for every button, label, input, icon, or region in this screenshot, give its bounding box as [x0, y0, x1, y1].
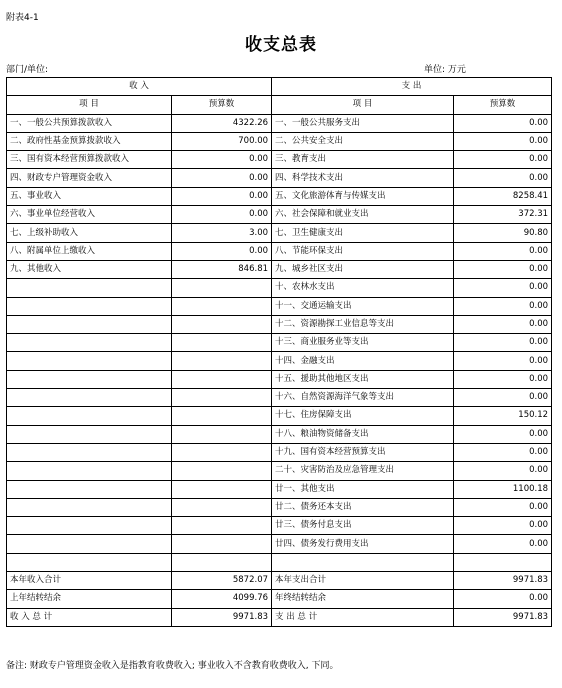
expense-value-cell: 0.00	[454, 315, 552, 333]
income-value-cell	[172, 407, 272, 425]
expense-value-cell: 0.00	[454, 370, 552, 388]
expense-value-cell: 0.00	[454, 151, 552, 169]
table-row	[7, 169, 552, 187]
income-value-cell: 0.00	[172, 206, 272, 224]
expense-value-cell: 0.00	[454, 334, 552, 352]
table-row	[7, 187, 552, 205]
expense-item-cell: 廿一、其他支出	[272, 480, 454, 498]
expense-value-cell: 8258.41	[454, 187, 552, 205]
expense-value-cell: 0.00	[454, 242, 552, 260]
income-value-cell	[172, 297, 272, 315]
income-item-cell: 九、其他收入	[7, 260, 172, 278]
expense-item-cell: 四、科学技术支出	[272, 169, 454, 187]
expense-item-cell: 一、一般公共服务支出	[272, 114, 454, 132]
total-row	[7, 608, 552, 626]
expense-item-cell: 十六、自然资源海洋气象等支出	[272, 389, 454, 407]
expense-value-cell: 0.00	[454, 462, 552, 480]
table-row	[7, 206, 552, 224]
expense-item-cell: 八、节能环保支出	[272, 242, 454, 260]
expense-item-cell: 十一、交通运输支出	[272, 297, 454, 315]
expense-header: 支 出	[272, 78, 552, 96]
section-header-row	[7, 78, 552, 96]
income-value-cell: 700.00	[172, 132, 272, 150]
income-value-cell	[172, 315, 272, 333]
column-header-row	[7, 96, 552, 114]
income-value-cell	[172, 389, 272, 407]
income-item-cell: 一、一般公共预算拨款收入	[7, 114, 172, 132]
table-row	[7, 297, 552, 315]
department-label: 部门/单位:	[6, 65, 49, 75]
total-row	[7, 590, 552, 608]
income-value-cell: 846.81	[172, 260, 272, 278]
income-item-cell	[7, 370, 172, 388]
table-row	[7, 224, 552, 242]
income-value-cell	[172, 425, 272, 443]
expense-value-cell: 0.00	[454, 425, 552, 443]
table-row	[7, 498, 552, 516]
income-value-cell	[172, 370, 272, 388]
expense-budget-header: 预算数	[454, 96, 552, 114]
total-row	[7, 572, 552, 590]
income-item-cell: 上年结转结余	[7, 590, 172, 608]
income-value-cell	[172, 498, 272, 516]
expense-item-header: 项 目	[272, 96, 454, 114]
table-row	[7, 553, 552, 571]
budget-table	[6, 77, 552, 627]
income-value-cell	[172, 279, 272, 297]
table-row	[7, 389, 552, 407]
income-item-cell	[7, 297, 172, 315]
expense-value-cell: 0.00	[454, 352, 552, 370]
expense-value-cell: 0.00	[454, 389, 552, 407]
income-item-cell	[7, 352, 172, 370]
expense-value-cell: 0.00	[454, 132, 552, 150]
income-item-cell: 本年收入合计	[7, 572, 172, 590]
table-row	[7, 315, 552, 333]
footnote: 备注: 财政专户管理资金收入是指教育收费收入; 事业收入不含教育收费收入, 下同。	[6, 661, 339, 671]
income-item-cell: 二、政府性基金预算拨款收入	[7, 132, 172, 150]
income-value-cell: 4322.26	[172, 114, 272, 132]
table-row	[7, 242, 552, 260]
income-item-cell	[7, 498, 172, 516]
income-value-cell	[172, 517, 272, 535]
expense-value-cell: 0.00	[454, 590, 552, 608]
income-value-cell	[172, 535, 272, 553]
expense-value-cell: 0.00	[454, 443, 552, 461]
expense-value-cell: 1100.18	[454, 480, 552, 498]
expense-value-cell: 9971.83	[454, 608, 552, 626]
expense-value-cell: 372.31	[454, 206, 552, 224]
expense-item-cell: 支 出 总 计	[272, 608, 454, 626]
income-item-cell	[7, 443, 172, 461]
income-value-cell	[172, 553, 272, 571]
table-row	[7, 260, 552, 278]
income-value-cell	[172, 334, 272, 352]
income-item-cell: 七、上级补助收入	[7, 224, 172, 242]
expense-item-cell: 十二、资源勘探工业信息等支出	[272, 315, 454, 333]
table-row	[7, 480, 552, 498]
income-value-cell: 9971.83	[172, 608, 272, 626]
expense-item-cell: 本年支出合计	[272, 572, 454, 590]
page-title: 收支总表	[245, 35, 317, 55]
expense-item-cell: 廿四、债务发行费用支出	[272, 535, 454, 553]
income-value-cell: 0.00	[172, 187, 272, 205]
income-value-cell	[172, 352, 272, 370]
unit-label: 单位: 万元	[424, 65, 466, 75]
expense-value-cell: 0.00	[454, 535, 552, 553]
income-item-cell	[7, 517, 172, 535]
income-item-cell	[7, 480, 172, 498]
income-item-cell	[7, 462, 172, 480]
expense-item-cell: 十九、国有资本经营预算支出	[272, 443, 454, 461]
expense-item-cell: 二十、灾害防治及应急管理支出	[272, 462, 454, 480]
expense-value-cell: 0.00	[454, 498, 552, 516]
income-item-cell	[7, 279, 172, 297]
income-item-cell	[7, 553, 172, 571]
income-item-cell	[7, 334, 172, 352]
income-item-cell: 收 入 总 计	[7, 608, 172, 626]
income-value-cell: 3.00	[172, 224, 272, 242]
table-row	[7, 407, 552, 425]
table-row	[7, 114, 552, 132]
income-value-cell: 0.00	[172, 169, 272, 187]
expense-value-cell: 9971.83	[454, 572, 552, 590]
income-item-cell	[7, 535, 172, 553]
annex-label: 附表4-1	[6, 13, 39, 23]
table-row	[7, 517, 552, 535]
income-header: 收 入	[7, 78, 272, 96]
expense-item-cell: 十八、粮油物资储备支出	[272, 425, 454, 443]
table-row	[7, 352, 552, 370]
expense-value-cell: 0.00	[454, 297, 552, 315]
expense-item-cell: 二、公共安全支出	[272, 132, 454, 150]
expense-item-cell: 廿二、债务还本支出	[272, 498, 454, 516]
expense-item-cell: 年终结转结余	[272, 590, 454, 608]
expense-item-cell: 廿三、债务付息支出	[272, 517, 454, 535]
income-value-cell	[172, 462, 272, 480]
expense-item-cell: 七、卫生健康支出	[272, 224, 454, 242]
income-budget-header: 预算数	[172, 96, 272, 114]
income-value-cell: 0.00	[172, 151, 272, 169]
expense-value-cell: 150.12	[454, 407, 552, 425]
expense-item-cell: 十五、援助其他地区支出	[272, 370, 454, 388]
table-row	[7, 279, 552, 297]
income-value-cell: 4099.76	[172, 590, 272, 608]
income-value-cell	[172, 480, 272, 498]
expense-item-cell: 十、农林水支出	[272, 279, 454, 297]
expense-item-cell: 三、教育支出	[272, 151, 454, 169]
income-item-cell	[7, 315, 172, 333]
table-row	[7, 132, 552, 150]
table-row	[7, 370, 552, 388]
income-item-cell	[7, 407, 172, 425]
expense-value-cell: 0.00	[454, 260, 552, 278]
expense-value-cell: 0.00	[454, 114, 552, 132]
expense-value-cell	[454, 553, 552, 571]
income-item-cell: 八、附属单位上缴收入	[7, 242, 172, 260]
expense-value-cell: 0.00	[454, 517, 552, 535]
table-row	[7, 443, 552, 461]
expense-item-cell: 九、城乡社区支出	[272, 260, 454, 278]
income-item-cell: 六、事业单位经营收入	[7, 206, 172, 224]
table-row	[7, 151, 552, 169]
expense-value-cell: 90.80	[454, 224, 552, 242]
expense-value-cell: 0.00	[454, 279, 552, 297]
table-row	[7, 334, 552, 352]
income-value-cell: 5872.07	[172, 572, 272, 590]
income-item-cell: 四、财政专户管理资金收入	[7, 169, 172, 187]
income-item-cell: 五、事业收入	[7, 187, 172, 205]
table-row	[7, 535, 552, 553]
income-item-cell: 三、国有资本经营预算拨款收入	[7, 151, 172, 169]
income-value-cell: 0.00	[172, 242, 272, 260]
expense-item-cell	[272, 553, 454, 571]
income-item-cell	[7, 425, 172, 443]
table-row	[7, 425, 552, 443]
income-item-header: 项 目	[7, 96, 172, 114]
income-item-cell	[7, 389, 172, 407]
expense-item-cell: 十七、住房保障支出	[272, 407, 454, 425]
expense-item-cell: 五、文化旅游体育与传媒支出	[272, 187, 454, 205]
income-value-cell	[172, 443, 272, 461]
expense-item-cell: 六、社会保障和就业支出	[272, 206, 454, 224]
expense-item-cell: 十三、商业服务业等支出	[272, 334, 454, 352]
expense-item-cell: 十四、金融支出	[272, 352, 454, 370]
expense-value-cell: 0.00	[454, 169, 552, 187]
table-row	[7, 462, 552, 480]
